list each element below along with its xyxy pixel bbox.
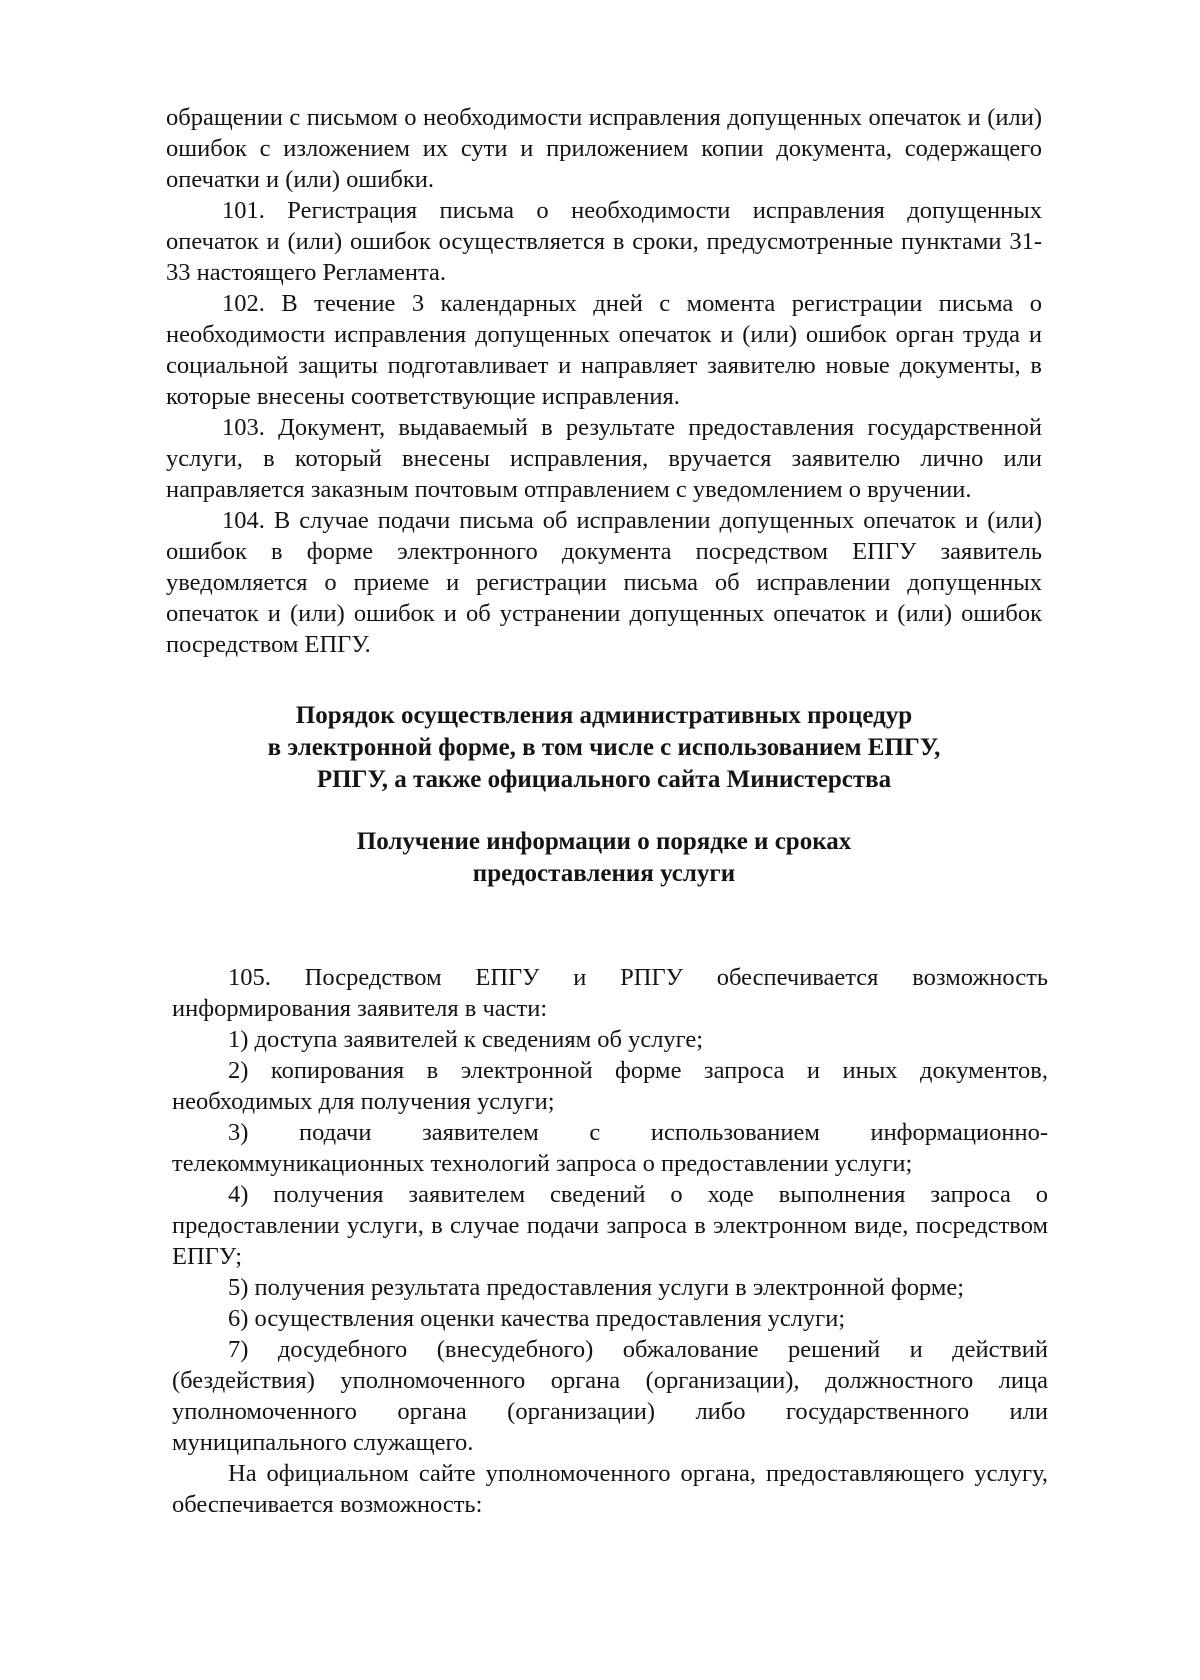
paragraph-101: 101. Регистрация письма о необходимости исправления допущенных опечаток и (или) ошибок осуществляется в сроки, предусмотренные пунктами 31-33 настоящего Регламента.: [166, 197, 1042, 286]
paragraph-official-site: На официальном сайте уполномоченного органа, предоставляющего услугу, обеспечивается возможность:: [172, 1460, 1048, 1518]
section-heading: [166, 700, 1042, 796]
paragraph-105: 105. Посредством ЕПГУ и РПГУ обеспечивается возможность информирования заявителя в части:: [172, 964, 1048, 1022]
subsection-heading-line-2: предоставления услуги: [472, 860, 736, 887]
paragraph-103: 103. Документ, выдаваемый в результате предоставления государственной услуги, в который внесены исправления, вручается заявителю лично или направляется заказным почтовым отправлением с уведомлением о вручении.: [166, 414, 1042, 503]
paragraph-continuation: обращении с письмом о необходимости исправления допущенных опечаток и (или) ошибок с изложением их сути и приложением копии документа, содержащего опечатки и (или) ошибки.: [166, 104, 1042, 193]
list-item-5: 5) получения результата предоставления услуги в электронной форме;: [228, 1274, 965, 1301]
section-heading-line-3: РПГУ, а также официального сайта Министерства: [316, 766, 892, 793]
bottom-body-text: [172, 962, 1048, 1520]
top-body-text: [166, 102, 1042, 660]
subsection-heading: [166, 826, 1042, 890]
list-item-6: 6) осуществления оценки качества предоставления услуги;: [228, 1305, 846, 1332]
section-heading-line-1: Порядок осуществления административных процедур: [295, 702, 913, 729]
section-heading-line-2: в электронной форме, в том числе с использованием ЕПГУ,: [267, 734, 941, 761]
paragraph-104: 104. В случае подачи письма об исправлении допущенных опечаток и (или) ошибок в форме электронного документа посредством ЕПГУ заявитель уведомляется о приеме и регистрации письма об исправлении допущенных опечаток и (или) ошибок и об устранении допущенных опечаток и (или) ошибок посредством ЕПГУ.: [166, 507, 1042, 658]
list-item-4: 4) получения заявителем сведений о ходе выполнения запроса о предоставлении услуги, в случае подачи запроса в электронном виде, посредством ЕПГУ;: [172, 1181, 1048, 1270]
subsection-heading-line-1: Получение информации о порядке и сроках: [356, 828, 852, 855]
paragraph-102: 102. В течение 3 календарных дней с момента регистрации письма о необходимости исправления допущенных опечаток и (или) ошибок орган труда и социальной защиты подготавливает и направляет заявителю новые документы, в которые внесены соответствующие исправления.: [166, 290, 1042, 410]
list-item-7: 7) досудебного (внесудебного) обжалование решений и действий (бездействия) уполномоченного органа (организации), должностного лица уполномоченного органа (организации) либо государственного или муниципального служащего.: [172, 1336, 1048, 1456]
list-item-3: 3) подачи заявителем с использованием информационно-телекоммуникационных технологий запроса о предоставлении услуги;: [172, 1119, 1048, 1177]
list-item-2: 2) копирования в электронной форме запроса и иных документов, необходимых для получения услуги;: [172, 1057, 1048, 1115]
list-item-1: 1) доступа заявителей к сведениям об услуге;: [228, 1026, 704, 1053]
